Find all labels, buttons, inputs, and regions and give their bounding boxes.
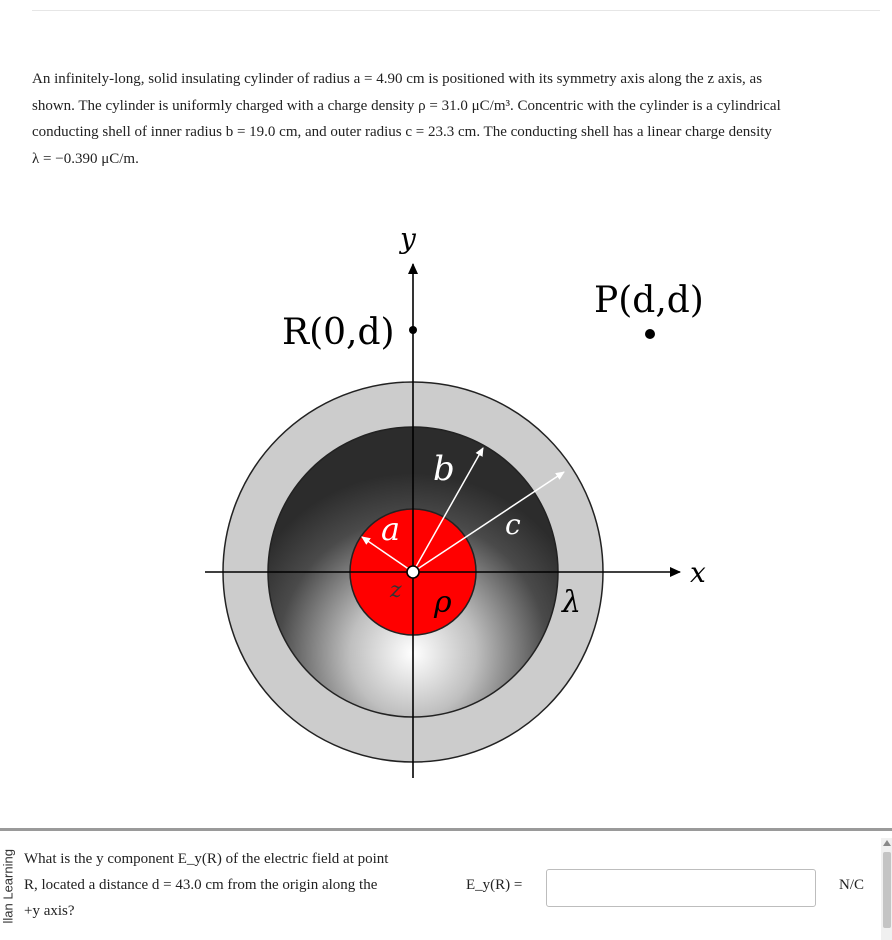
question-line-3: +y axis? [24,903,75,919]
label-b: b [433,449,455,489]
answer-label: E_y(R) = [466,877,523,893]
point-r-label: R(0,d) [282,312,395,353]
origin-marker [407,566,419,578]
problem-line-3: conducting shell of inner radius b = 19.0 cm, and outer radius c = 23.3 cm. The conducting shell has a linear charge density [32,124,772,140]
answer-unit: N/C [839,877,865,893]
problem-line-4: λ = −0.390 μC/m. [32,150,139,167]
question-text [24,846,444,924]
question-line-2: R, located a distance d = 43.0 cm from the origin along the [24,877,378,893]
answer-input[interactable] [546,869,816,907]
x-axis-label: x [690,556,706,589]
label-z: z [390,578,402,603]
point-r-dot [409,326,417,334]
problem-line-2: shown. The cylinder is uniformly charged with a charge density ρ = 31.0 μC/m³. Concentric with the cylinder is a cylindrical [32,97,781,114]
section-divider [0,828,892,831]
side-brand-label: llan Learning [0,849,16,924]
label-rho: ρ [434,585,452,620]
scrollbar-thumb[interactable] [883,852,891,928]
label-c: c [505,508,521,541]
y-axis-label: y [400,222,416,255]
problem-line-1: An infinitely-long, solid insulating cylinder of radius a = 4.90 cm is positioned with its symmetry axis along the z axis, as [32,71,763,87]
point-p-label: P(d,d) [594,280,704,321]
scroll-up-arrow-icon[interactable] [883,840,891,846]
question-line-1: What is the y component E_y(R) of the electric field at point [24,851,389,867]
label-lambda: λ [562,585,582,620]
point-p-dot [645,329,655,339]
label-a: a [381,510,401,548]
